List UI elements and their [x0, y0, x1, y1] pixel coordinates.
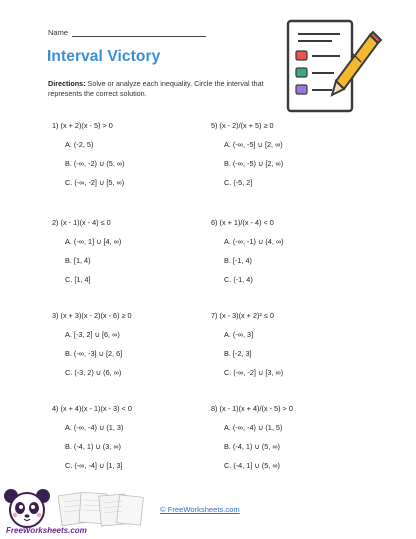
answer-option-a[interactable]: A. (-∞, -4) ∪ (1, 5) — [224, 423, 283, 432]
problem-6 — [211, 218, 366, 284]
problem-1 — [52, 121, 207, 187]
problem-question: 7) (x - 3)(x + 2)² ≤ 0 — [211, 311, 274, 320]
answer-option-b[interactable]: B. (-4, 1) ∪ (5, ∞) — [224, 442, 280, 451]
answer-option-a[interactable]: A. (-2, 5) — [65, 140, 94, 149]
problem-7 — [211, 311, 366, 377]
answer-option-c[interactable]: C. (-3, 2) ∪ (6, ∞) — [65, 368, 122, 377]
answer-option-b[interactable]: B. (-∞, -2) ∪ (5, ∞) — [65, 159, 125, 168]
answer-option-b[interactable]: B. [-1, 4) — [224, 256, 252, 265]
answer-option-c[interactable]: C. (-∞, -2] ∪ [5, ∞) — [65, 178, 125, 187]
answer-option-a[interactable]: A. (-∞, 1] ∪ [4, ∞) — [65, 237, 122, 246]
answer-option-c[interactable]: C. (-1, 4) — [224, 275, 253, 284]
worksheet-title: Interval Victory — [47, 48, 161, 65]
answer-option-b[interactable]: B. (-∞, -5) ∪ [2, ∞) — [224, 159, 284, 168]
problem-question: 6) (x + 1)/(x - 4) < 0 — [211, 218, 274, 227]
answer-option-a[interactable]: A. (-∞, -4) ∪ (1, 3) — [65, 423, 124, 432]
answer-option-b[interactable]: B. (-∞, -3] ∪ [2, 6] — [65, 349, 123, 358]
problem-question: 3) (x + 3)(x - 2)(x - 6) ≥ 0 — [52, 311, 132, 320]
answer-option-b[interactable]: B. [-2, 3] — [224, 349, 252, 358]
problem-2 — [52, 218, 207, 284]
problem-4 — [52, 404, 207, 470]
copyright-link[interactable]: © FreeWorksheets.com — [160, 505, 240, 514]
problem-question: 5) (x - 2)/(x + 5) ≥ 0 — [211, 121, 274, 130]
problem-question: 1) (x + 2)(x - 5) > 0 — [52, 121, 113, 130]
problem-question: 8) (x - 1)(x + 4)/(x - 5) > 0 — [211, 404, 293, 413]
problems-grid — [52, 121, 370, 481]
name-line[interactable] — [72, 29, 206, 37]
answer-option-b[interactable]: B. [1, 4) — [65, 256, 91, 265]
answer-option-a[interactable]: A. (-∞, -1) ∪ (4, ∞) — [224, 237, 284, 246]
answer-option-c[interactable]: C. [1, 4] — [65, 275, 91, 284]
problem-question: 2) (x - 1)(x - 4) ≤ 0 — [52, 218, 111, 227]
problem-5 — [211, 121, 366, 187]
document-checklist-icon — [282, 15, 384, 117]
answer-option-b[interactable]: B. (-4, 1) ∪ (3, ∞) — [65, 442, 121, 451]
name-row — [48, 28, 206, 37]
logo-text: FreeWorksheets.com — [6, 526, 87, 535]
answer-option-a[interactable]: A. [-3, 2] ∪ [6, ∞) — [65, 330, 120, 339]
problem-question: 4) (x + 4)(x - 1)(x - 3) < 0 — [52, 404, 132, 413]
directions-text: Solve or analyze each inequality. Circle the interval that represents the correct solution. — [48, 79, 264, 98]
name-label: Name — [48, 28, 69, 37]
answer-option-c[interactable]: C. (-5, 2] — [224, 178, 253, 187]
answer-option-a[interactable]: A. (-∞, -5] ∪ [2, ∞) — [224, 140, 283, 149]
problem-3 — [52, 311, 207, 377]
answer-option-c[interactable]: C. (-∞, -4] ∪ [1, 3] — [65, 461, 123, 470]
answer-option-c[interactable]: C. (-∞, -2] ∪ [3, ∞) — [224, 368, 284, 377]
directions-label: Directions: — [48, 79, 86, 88]
answer-option-a[interactable]: A. (-∞, 3] — [224, 330, 254, 339]
answer-option-c[interactable]: C. (-4, 1] ∪ (5, ∞) — [224, 461, 280, 470]
directions — [48, 79, 275, 99]
problem-8 — [211, 404, 366, 470]
